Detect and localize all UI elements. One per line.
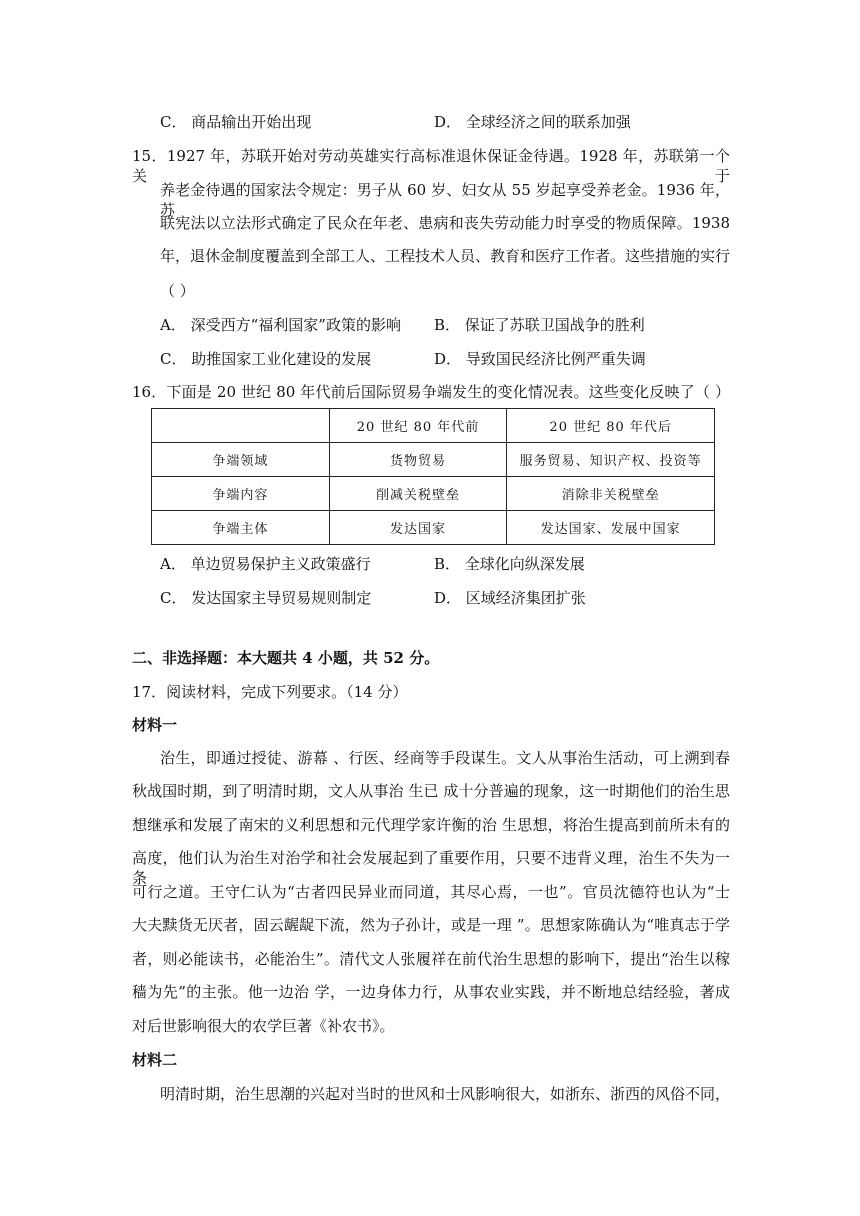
table-cell: 消除非关税壁垒: [507, 477, 715, 511]
table-cell: 削减关税壁垒: [329, 477, 507, 511]
q15-option-a[interactable]: A． 深受西方“福利国家”政策的影响: [160, 316, 401, 334]
table-header-cell: 20 世纪 80 年代前: [329, 409, 507, 443]
q16-option-a[interactable]: A． 单边贸易保护主义政策盛行: [160, 555, 371, 573]
table-row: [152, 443, 715, 477]
material-2-line: 明清时期，治生思潮的兴起对当时的世风和士风影响很大，如浙东、浙西的风俗不同，: [160, 1085, 731, 1103]
q15-stem-line-2: 养老金待遇的国家法令规定：男子从 60 岁、妇女从 55 岁起享受养老金。1936 年，苏: [160, 181, 730, 219]
section-heading: 二、非选择题：本大题共 4 小题，共 52 分。: [132, 649, 440, 667]
q14-option-d[interactable]: D． 全球经济之间的联系加强: [434, 113, 631, 131]
material-2-label: 材料二: [132, 1051, 178, 1069]
material-1-line: 者，则必能读书，必能治生”。清代文人张履祥在前代治生思想的影响下，提出“治生以稼: [132, 950, 730, 968]
q15-option-d[interactable]: D． 导致国民经济比例严重失调: [434, 350, 646, 368]
q15-option-b[interactable]: B． 保证了苏联卫国战争的胜利: [434, 316, 645, 334]
material-1-line: 秋战国时期，到了明清时期，文人从事治 生已 成十分普遍的现象，这一时期他们的治生思: [132, 782, 730, 800]
material-1-line: 想继承和发展了南宋的义利思想和元代理学家许衡的治 生思想，将治生提高到前所未有的: [132, 816, 730, 834]
table-cell: 服务贸易、知识产权、投资等: [507, 443, 715, 477]
table-cell: 争端内容: [152, 477, 330, 511]
material-1-line: 可行之道。王守仁认为“古者四民异业而同道，其尽心焉，一也”。官员沈德符也认为“士: [132, 883, 730, 901]
material-1-line: 高度，他们认为治生对治学和社会发展起到了重要作用，只要不违背义理，治生不失为一条: [132, 849, 730, 887]
q15-option-c[interactable]: C． 助推国家工业化建设的发展: [160, 350, 372, 368]
q15-stem-line-4: 年，退休金制度覆盖到全部工人、工程技术人员、教育和医疗工作者。这些措施的实行: [160, 247, 731, 265]
q14-option-c[interactable]: C． 商品输出开始出现: [160, 113, 312, 131]
q15-stem-line-3: 联宪法以立法形式确定了民众在年老、患病和丧失劳动能力时享受的物质保障。1938: [160, 214, 730, 232]
q17-stem: 17．阅读材料，完成下列要求。（14 分）: [132, 683, 408, 701]
table-cell: 货物贸易: [329, 443, 507, 477]
q15-stem-line-1: 15．1927 年，苏联开始对劳动英雄实行高标准退休保证金待遇。1928 年，苏联第一个关于: [132, 147, 730, 185]
q16-option-b[interactable]: B． 全球化向纵深发展: [434, 555, 585, 573]
material-1-line: 穑为先”的主张。他一边治 学，一边身体力行，从事农业实践，并不断地总结经验，著成: [132, 983, 730, 1001]
table-header-cell: [152, 409, 330, 443]
table-cell: 发达国家: [329, 511, 507, 545]
table-header-cell: 20 世纪 80 年代后: [507, 409, 715, 443]
material-1-label: 材料一: [132, 716, 178, 734]
material-1-line: 治生，即通过授徒、游幕 、行医、经商等手段谋生。文人从事治生活动，可上溯到春: [160, 749, 730, 767]
q16-stem: 16．下面是 20 世纪 80 年代前后国际贸易争端发生的变化情况表。这些变化反映了（ ）: [132, 383, 730, 401]
q15-answer-blank: （ ）: [160, 282, 195, 300]
q16-option-d[interactable]: D． 区域经济集团扩张: [434, 589, 586, 607]
table-header-row: [152, 409, 715, 443]
q16-option-c[interactable]: C． 发达国家主导贸易规则制定: [160, 589, 372, 607]
table-cell: 争端主体: [152, 511, 330, 545]
material-1-line: 大夫黩货无厌者，固云龌龊下流，然为子孙计，或是一理 ”。思想家陈确认为“唯真志于学: [132, 916, 730, 934]
table-cell: 争端领域: [152, 443, 330, 477]
table-row: [152, 477, 715, 511]
table-cell: 发达国家、发展中国家: [507, 511, 715, 545]
table-row: [152, 511, 715, 545]
material-1-line: 对后世影响很大的农学巨著《补农书》。: [132, 1017, 395, 1035]
trade-dispute-table: [151, 408, 715, 545]
